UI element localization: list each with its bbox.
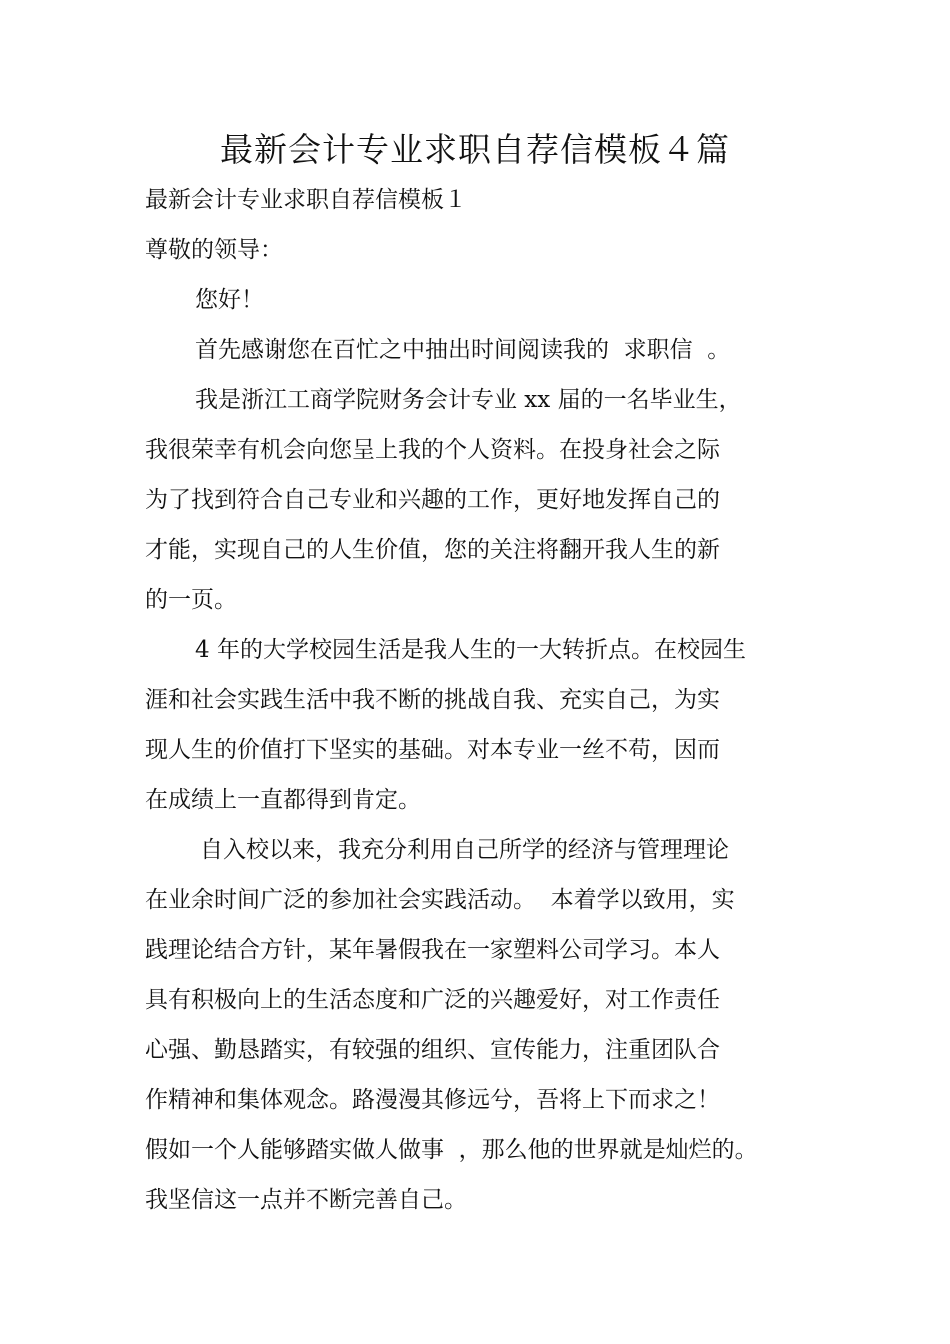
paragraph-line: 现人生的价值打下坚实的基础。对本专业一丝不苟，因而 xyxy=(145,737,720,763)
greeting: 您好！ xyxy=(195,287,264,313)
paragraph-line: 才能，实现自己的人生价值，您的关注将翻开我人生的新 xyxy=(145,537,720,563)
paragraph-line: 在成绩上一直都得到肯定。 xyxy=(145,787,421,813)
paragraph-line: 我很荣幸有机会向您呈上我的个人资料。在投身社会之际 xyxy=(145,437,720,463)
salutation: 尊敬的领导： xyxy=(145,237,283,263)
paragraph-line: 作精神和集体观念。路漫漫其修远兮，吾将上下而求之！ xyxy=(145,1087,720,1113)
paragraph-line: 自入校以来，我充分利用自己所学的经济与管理理论 xyxy=(200,837,729,863)
document-title: 最新会计专业求职自荐信模板４篇 xyxy=(220,130,730,169)
paragraph-line: 践理论结合方针，某年暑假我在一家塑料公司学习。本人 xyxy=(145,937,720,963)
paragraph-line: 首先感谢您在百忙之中抽出时间阅读我的 求职信 。 xyxy=(195,337,731,363)
paragraph-line: 4 年的大学校园生活是我人生的一大转折点。在校园生 xyxy=(195,637,746,663)
paragraph-line: 心强、勤恳踏实，有较强的组织、宣传能力，注重团队合 xyxy=(145,1037,720,1063)
paragraph-line: 我坚信这一点并不断完善自己。 xyxy=(145,1187,467,1213)
paragraph-line: 的一页。 xyxy=(145,587,237,613)
paragraph-line: 我是浙江工商学院财务会计专业 xx 届的一名毕业生， xyxy=(195,387,742,413)
paragraph-line: 假如一个人能够踏实做人做事 ，那么他的世界就是灿烂的。 xyxy=(145,1137,758,1163)
paragraph-line: 在业余时间广泛的参加社会实践活动。 本着学以致用，实 xyxy=(145,887,735,913)
paragraph-line: 涯和社会实践生活中我不断的挑战自我、充实自己，为实 xyxy=(145,687,720,713)
paragraph-line: 具有积极向上的生活态度和广泛的兴趣爱好，对工作责任 xyxy=(145,987,720,1013)
letter-subtitle: 最新会计专业求职自荐信模板１ xyxy=(145,187,467,213)
paragraph-line: 为了找到符合自己专业和兴趣的工作，更好地发挥自己的 xyxy=(145,487,720,513)
